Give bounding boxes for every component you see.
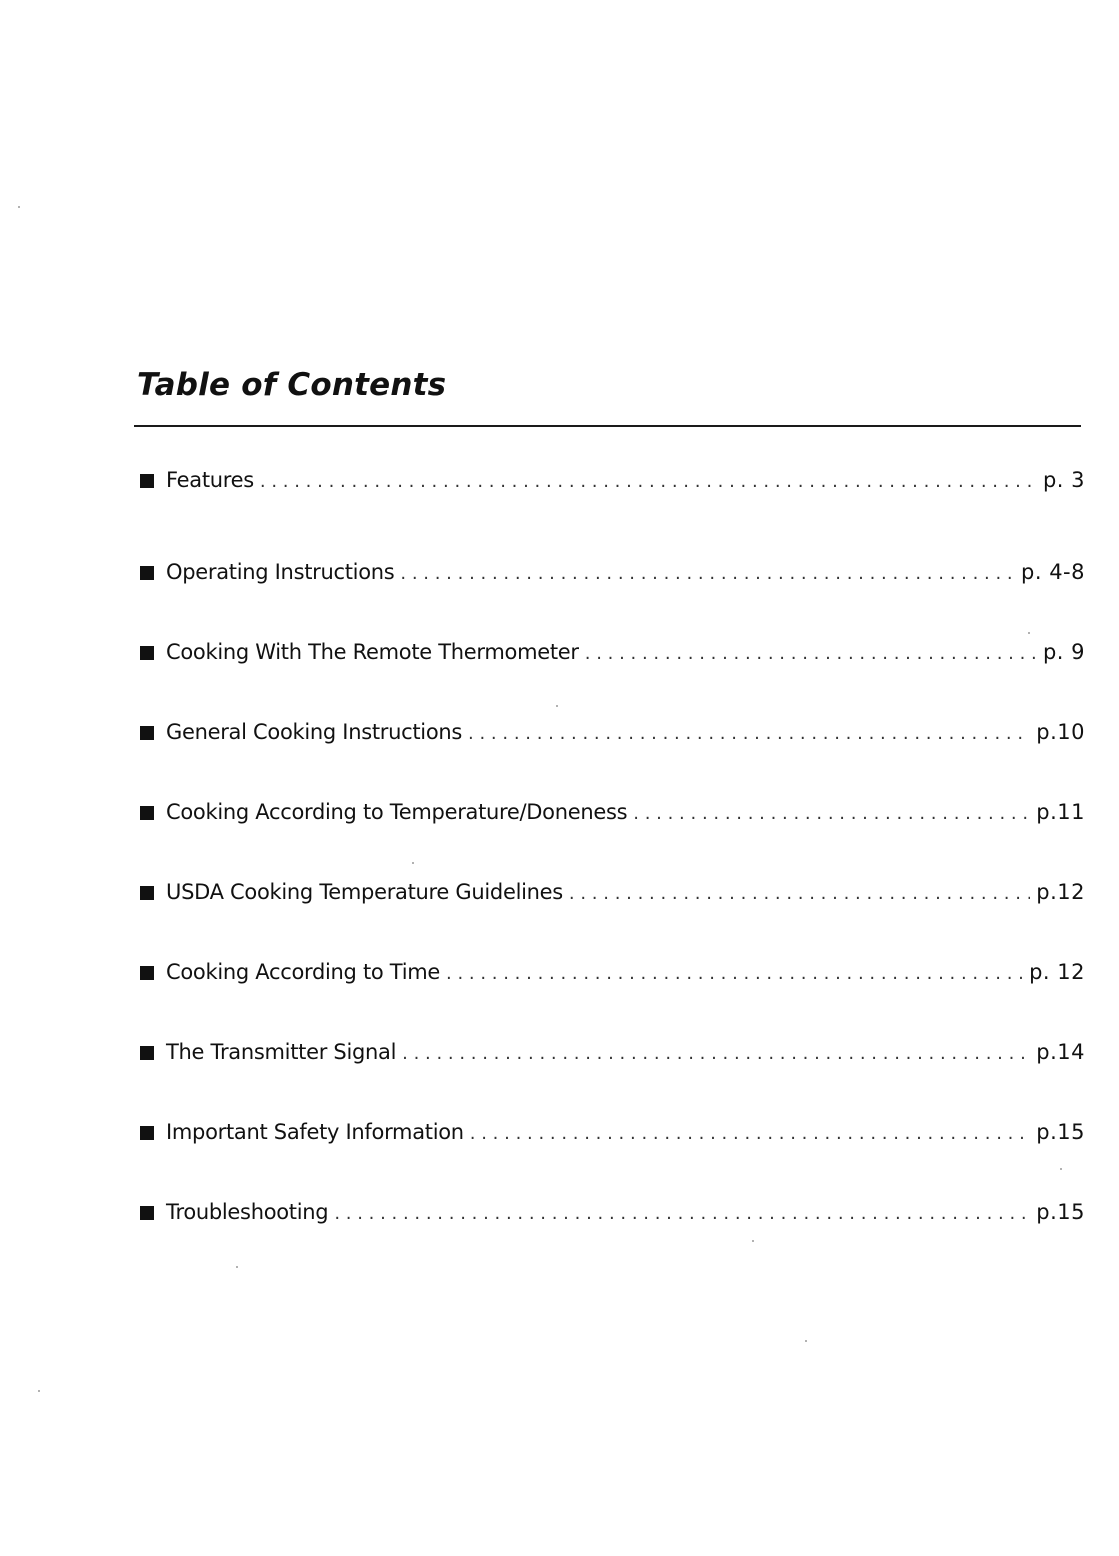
toc-entry-label: Troubleshooting: [166, 1200, 329, 1224]
toc-entry-transmitter-signal: [140, 1034, 1085, 1114]
toc-entry-general-cooking-instructions: [140, 714, 1085, 794]
page-title: Table of Contents: [137, 367, 447, 403]
toc-entry-label: Cooking With The Remote Thermometer: [166, 640, 579, 664]
dot-leader: [446, 964, 1023, 984]
square-bullet-icon: [140, 1126, 154, 1140]
square-bullet-icon: [140, 966, 154, 980]
dot-leader: [569, 884, 1030, 904]
scan-speck: [752, 1240, 754, 1242]
dot-leader: [633, 804, 1030, 824]
toc-entry-page: p.14: [1036, 1040, 1085, 1064]
toc-entry-features: [140, 462, 1085, 542]
square-bullet-icon: [140, 566, 154, 580]
dot-leader: [585, 644, 1037, 664]
square-bullet-icon: [140, 1046, 154, 1060]
square-bullet-icon: [140, 886, 154, 900]
dot-leader: [334, 1204, 1030, 1224]
dot-leader: [470, 1124, 1030, 1144]
toc-entry-troubleshooting: [140, 1194, 1085, 1274]
toc-entry-important-safety-information: [140, 1114, 1085, 1194]
toc-entry-page: p. 4-8: [1021, 560, 1085, 584]
toc-entry-cooking-temperature-doneness: [140, 794, 1085, 874]
square-bullet-icon: [140, 726, 154, 740]
toc-entry-usda-guidelines: [140, 874, 1085, 954]
square-bullet-icon: [140, 646, 154, 660]
toc-entry-page: p.15: [1036, 1120, 1085, 1144]
square-bullet-icon: [140, 806, 154, 820]
toc-entry-label: Important Safety Information: [166, 1120, 464, 1144]
scan-speck: [236, 1266, 238, 1268]
title-underline-rule: [134, 425, 1081, 427]
dot-leader: [400, 564, 1015, 584]
scan-speck: [805, 1340, 807, 1342]
square-bullet-icon: [140, 474, 154, 488]
scan-speck: [1028, 632, 1030, 634]
toc-entry-label: General Cooking Instructions: [166, 720, 463, 744]
toc-entry-page: p.15: [1036, 1200, 1085, 1224]
square-bullet-icon: [140, 1206, 154, 1220]
toc-entry-cooking-with-remote-thermometer: [140, 634, 1085, 714]
toc-entry-cooking-according-to-time: [140, 954, 1085, 1034]
toc-list: [140, 462, 1085, 1274]
toc-entry-label: The Transmitter Signal: [166, 1040, 397, 1064]
scan-speck: [412, 862, 414, 864]
toc-entry-operating-instructions: [140, 554, 1085, 634]
toc-entry-page: p.12: [1036, 880, 1085, 904]
toc-entry-page: p. 12: [1029, 960, 1085, 984]
toc-entry-label: Cooking According to Temperature/Doneness: [166, 800, 628, 824]
toc-entry-label: Operating Instructions: [166, 560, 395, 584]
toc-entry-label: Features: [166, 468, 254, 492]
scan-speck: [556, 705, 558, 707]
scan-speck: [1060, 1168, 1062, 1170]
toc-entry-page: p.10: [1036, 720, 1085, 744]
toc-entry-page: p. 9: [1042, 640, 1085, 664]
scan-speck: [38, 1390, 40, 1392]
toc-entry-label: USDA Cooking Temperature Guidelines: [166, 880, 563, 904]
toc-entry-page: p. 3: [1042, 468, 1085, 492]
scan-speck: [18, 206, 20, 208]
toc-entry-page: p.11: [1036, 800, 1085, 824]
dot-leader: [468, 724, 1030, 744]
dot-leader: [260, 472, 1037, 492]
dot-leader: [402, 1044, 1030, 1064]
toc-entry-label: Cooking According to Time: [166, 960, 441, 984]
